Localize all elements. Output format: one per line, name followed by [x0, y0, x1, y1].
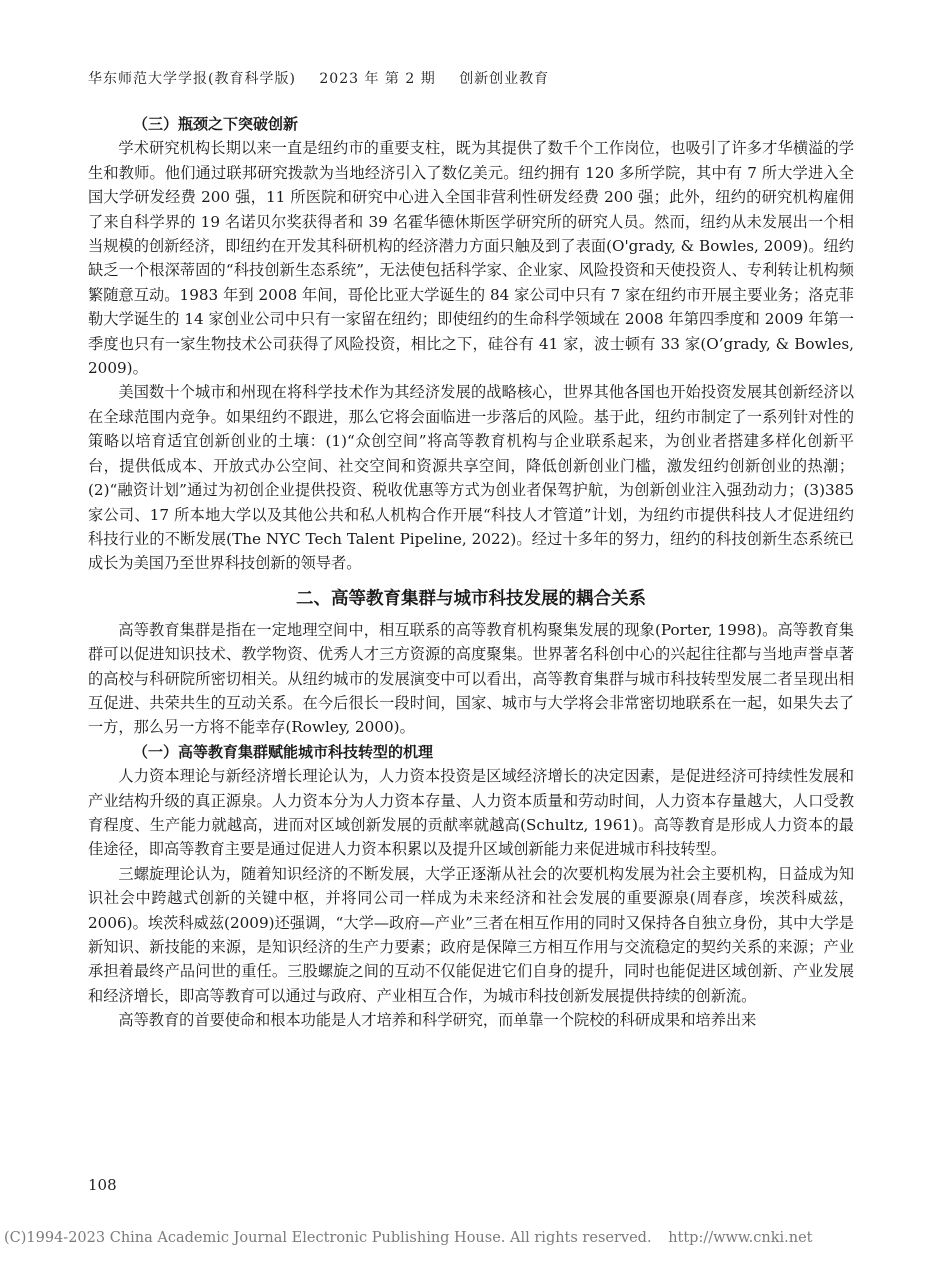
article-body	[88, 112, 854, 1033]
subsection-heading-1: （一）高等教育集群赋能城市科技转型的机理	[133, 742, 434, 761]
page-number: 108	[88, 1176, 117, 1194]
footer-url: http://www.cnki.net	[668, 1230, 813, 1246]
copyright-footer	[4, 1230, 944, 1246]
section-heading-2: 二、高等教育集群与城市科技发展的耦合关系	[296, 588, 646, 609]
paragraph: 学术研究机构长期以来一直是纽约市的重要支柱，既为其提供了数千个工作岗位，也吸引了许多才华横溢的学生和教师。他们通过联邦研究拨款为当地经济引入了数亿美元。纽约拥有 120 多所学院，其中有 7 所大学进入全国大学研发经费 200 强，11 所医院和研究中心进入全国非营利性研发经费 200 强；此外，纽约的研究机构雇佣了来自科学界的 19 名诺贝尔奖获得者和 39 名霍华德休斯医学研究所的研究人员。然而，纽约从未发展出一个相当规模的创新经济，即纽约在开发其科研机构的经济潜力方面只触及到了表面(O'grady, & Bowles, 2009)。纽约缺乏一个根深蒂固的“科技创新生态系统”，无法使包括科学家、企业家、风险投资和天使投资人、专利转让机构频繁随意互动。1983 年到 2008 年间，哥伦比亚大学诞生的 84 家公司中只有 7 家在纽约市开展主要业务；洛克菲勒大学诞生的 14 家创业公司中只有一家留在纽约；即使纽约的生命科学领域在 2008 年第四季度和 2009 年第一季度也只有一家生物技术公司获得了风险投资，相比之下，硅谷有 41 家，波士顿有 33 家(O’grady, & Bowles, 2009)。	[88, 139, 854, 378]
paragraph: 人力资本理论与新经济增长理论认为，人力资本投资是区域经济增长的决定因素，是促进经济可持续性发展和产业结构升级的真正源泉。人力资本分为人力资本存量、人力资本质量和劳动时间，人力资本存量越大，人口受教育程度、生产能力就越高，进而对区域创新发展的贡献率就越高(Schultz, 1961)。高等教育是形成人力资本的最佳途径，即高等教育主要是通过促进人力资本积累以及提升区域创新能力来促进城市科技转型。	[88, 767, 854, 859]
section-label: 创新创业教育	[459, 71, 550, 87]
copyright-text: (C)1994-2023 China Academic Journal Electronic Publishing House. All rights reserved.	[4, 1230, 652, 1246]
section-heading-3: （三）瓶颈之下突破创新	[133, 115, 299, 133]
paragraph: 美国数十个城市和州现在将科学技术作为其经济发展的战略核心，世界其他各国也开始投资发展其创新经济以在全球范围内竞争。如果纽约不跟进，那么它将会面临进一步落后的风险。基于此，纽约市制定了一系列针对性的策略以培育适宜创新创业的土壤：(1)“众创空间”将高等教育机构与企业联系起来，为创业者搭建多样化创新平台，提供低成本、开放式办公空间、社交空间和资源共享空间，降低创新创业门槛，激发纽约创新创业的热潮；(2)“融资计划”通过为初创企业提供投资、税收优惠等方式为创业者保驾护航，为创新创业注入强劲动力；(3)385 家公司、17 所本地大学以及其他公共和私人机构合作开展“科技人才管道”计划，为纽约市提供科技人才促进纽约科技行业的不断发展(The NYC Tech Talent Pipeline, 2022)。经过十多年的努力，纽约的科技创新生态系统已成长为美国乃至世界科技创新的领导者。	[88, 383, 854, 573]
paragraph: 三螺旋理论认为，随着知识经济的不断发展，大学正逐渐从社会的次要机构发展为社会主要机构，日益成为知识社会中跨越式创新的关键中枢，并将同公司一样成为未来经济和社会发展的重要源泉(周春彦，埃茨科威兹，2006)。埃茨科威兹(2009)还强调，“大学—政府—产业”三者在相互作用的同时又保持各自独立身份，其中大学是新知识、新技能的来源，是知识经济的生产力要素；政府是保障三方相互作用与交流稳定的契约关系的来源；产业承担着最终产品问世的重任。三股螺旋之间的互动不仅能促进它们自身的提升，同时也能促进区域创新、产业发展和经济增长，即高等教育可以通过与政府、产业相互合作，为城市科技创新发展提供持续的创新流。	[88, 864, 854, 1005]
paragraph: 高等教育的首要使命和根本功能是人才培养和科学研究，而单靠一个院校的科研成果和培养出来	[118, 1011, 757, 1030]
running-header	[88, 68, 858, 88]
issue-label: 2023 年 第 2 期	[319, 71, 436, 87]
paragraph: 高等教育集群是指在一定地理空间中，相互联系的高等教育机构聚集发展的现象(Porter, 1998)。高等教育集群可以促进知识技术、教学物资、优秀人才三方资源的高度聚集。世界著名科创中心的兴起往往都与当地声誉卓著的高校与科研院所密切相关。从纽约城市的发展演变中可以看出，高等教育集群与城市科技转型发展二者呈现出相互促进、共荣共生的互动关系。在今后很长一段时间，国家、城市与大学将会非常密切地联系在一起，如果失去了一方，那么另一方将不能幸存(Rowley, 2000)。	[88, 620, 854, 737]
journal-name: 华东师范大学学报(教育科学版)	[88, 71, 296, 87]
